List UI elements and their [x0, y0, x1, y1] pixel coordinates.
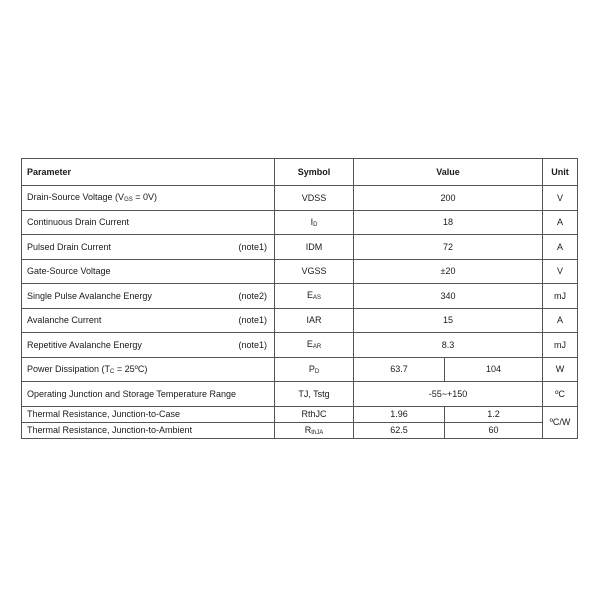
table-row: [22, 235, 578, 260]
unit-cell: W: [543, 357, 578, 382]
note-ref: (note1): [238, 339, 267, 350]
symbol-cell: IAR: [275, 308, 354, 333]
unit-cell: A: [543, 308, 578, 333]
table-row: [22, 382, 578, 407]
symbol-cell: IDM: [275, 235, 354, 260]
table-row: [22, 357, 578, 382]
parameter-cell: Operating Junction and Storage Temperature Range: [22, 382, 275, 407]
parameter-cell: Repetitive Avalanche Energy (note1): [22, 333, 275, 358]
parameter-cell: Gate-Source Voltage: [22, 259, 275, 284]
table-row: [22, 259, 578, 284]
unit-cell: A: [543, 210, 578, 235]
symbol-cell: VDSS: [275, 186, 354, 211]
symbol-cell: $R_{thJA}$: [275, 422, 354, 438]
header-unit: Unit: [543, 159, 578, 186]
unit-cell: A: [543, 235, 578, 260]
symbol-cell: VGSS: [275, 259, 354, 284]
value-cell: -55~+150: [354, 382, 543, 407]
symbol-cell: TJ, Tstg: [275, 382, 354, 407]
value-cell-a: 62.5: [354, 422, 445, 438]
table-row: [22, 284, 578, 309]
symbol-cell: $E_{AS}$: [275, 284, 354, 309]
parameter-cell: Thermal Resistance, Junction-to-Case: [22, 406, 275, 422]
header-value: Value: [354, 159, 543, 186]
header-row: [22, 159, 578, 186]
value-cell: 340: [354, 284, 543, 309]
symbol-cell: RthJC: [275, 406, 354, 422]
symbol-cell: $E_{AR}$: [275, 333, 354, 358]
header-symbol: Symbol: [275, 159, 354, 186]
parameter-cell: Avalanche Current (note1): [22, 308, 275, 333]
value-cell: 200: [354, 186, 543, 211]
unit-cell: ºC: [543, 382, 578, 407]
table-row: [22, 333, 578, 358]
symbol-cell: $P_D$: [275, 357, 354, 382]
unit-cell: V: [543, 186, 578, 211]
table-row: [22, 210, 578, 235]
parameter-cell: Pulsed Drain Current (note1): [22, 235, 275, 260]
value-cell-b: 1.2: [445, 406, 543, 422]
note-ref: (note2): [238, 290, 267, 301]
value-cell: ±20: [354, 259, 543, 284]
value-cell: 72: [354, 235, 543, 260]
parameter-cell: Continuous Drain Current: [22, 210, 275, 235]
note-ref: (note1): [238, 241, 267, 252]
unit-cell: mJ: [543, 333, 578, 358]
unit-cell: ºC/W: [543, 406, 578, 438]
value-cell-b: 60: [445, 422, 543, 438]
value-cell-a: 63.7: [354, 357, 445, 382]
value-cell: 18: [354, 210, 543, 235]
parameter-cell: Drain-Source Voltage $(V_{GS} = 0V)$: [22, 186, 275, 211]
value-cell: 15: [354, 308, 543, 333]
value-cell-b: 104: [445, 357, 543, 382]
symbol-cell: $I_D$: [275, 210, 354, 235]
parameter-cell: Thermal Resistance, Junction-to-Ambient: [22, 422, 275, 438]
header-parameter: Parameter: [22, 159, 275, 186]
unit-cell: V: [543, 259, 578, 284]
table-row: [22, 186, 578, 211]
note-ref: (note1): [238, 315, 267, 326]
table-row: [22, 308, 578, 333]
parameter-cell: Single Pulse Avalanche Energy (note2): [22, 284, 275, 309]
unit-cell: mJ: [543, 284, 578, 309]
value-cell: 8.3: [354, 333, 543, 358]
table-row: [22, 406, 578, 422]
specifications-table: [21, 158, 578, 439]
parameter-cell: Power Dissipation ($T_C$ = 25ºC): [22, 357, 275, 382]
table-row: [22, 422, 578, 438]
value-cell-a: 1.96: [354, 406, 445, 422]
